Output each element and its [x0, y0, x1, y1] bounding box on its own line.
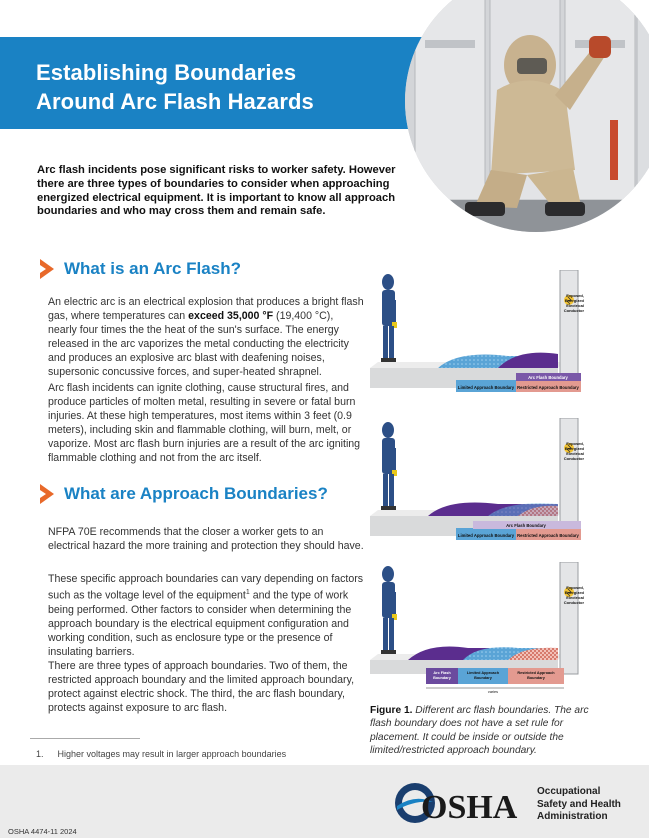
conductor-label: Exposed,: [566, 585, 584, 590]
limited-boundary-label: Limited Approach Boundary: [457, 385, 515, 390]
conductor-label: Electrical: [566, 451, 584, 456]
boundary-diagram-svg: [368, 418, 586, 558]
section-title: What are Approach Boundaries?: [64, 484, 328, 503]
approach-paragraph-2: These specific approach boundaries can vary depending on factors such as the voltage level of the equipment$^1$ and the type of work being performed. Other factors to consider when determining the approach boundary is the electrical equipment configuration and working condition, such as enclosure type or the presence of insulating barriers.: [48, 573, 364, 658]
arc-flash-paragraph-2: Arc flash incidents can ignite clothing, cause structural fires, and produce particles of molten metal, resulting in severe or fatal burn injuries. At these high temperatures, most items within 3 feet (0.9 meters), including skin and flammable clothing, will burn, melt, or vaporize. Most arc flash burn injuries are a result of the arc igniting flammable clothing and not from the arc itself.: [48, 382, 361, 465]
boundary-diagram-1: [368, 270, 586, 410]
document-id: OSHA 4474-11 2024: [8, 827, 77, 836]
section-heading-arc-flash: [40, 259, 241, 279]
worker-photo-illustration: [405, 0, 649, 232]
approach-paragraph-1: NFPA 70E recommends that the closer a worker gets to an electrical hazard the more training and protection they should have.: [48, 526, 364, 553]
conductor-label: Conductor: [563, 600, 584, 605]
restricted-boundary-label: Restricted Approach Boundary: [517, 533, 579, 538]
conductor-label: Electrical: [566, 595, 584, 600]
conductor-label: Exposed,: [566, 293, 584, 298]
arc-flash-boundary-label: Boundary: [433, 676, 451, 680]
conductor-label: Conductor: [563, 456, 584, 461]
chevron-right-icon: [40, 259, 54, 279]
arc-flash-paragraph-1: An electric arc is an electrical explosion that produces a bright flash gas, where temperatures can exceed 35,000 °F (19,400 °C), nearly four times the the heat of the sun's surface. The energy released in the arc vaporizes the metal conducting the electricity and produces an explosive arc blast with deafening noises, supersonic concussive forces, and super-heated shrapnel.: [48, 296, 364, 379]
section-heading-approach-boundaries: [40, 484, 328, 504]
footnote: 1. Higher voltages may result in larger approach boundaries: [36, 749, 287, 759]
restricted-boundary-label: Boundary: [527, 676, 545, 680]
page-title: Establishing Boundaries Around Arc Flash Hazards: [36, 60, 314, 114]
limited-boundary-label: Boundary: [474, 676, 492, 680]
restricted-boundary-label: Restricted Approach Boundary: [517, 385, 579, 390]
boundary-diagram-svg: [368, 562, 586, 702]
limited-boundary-label: Limited Approach: [466, 671, 500, 675]
conductor-label: Energized: [564, 590, 584, 595]
footnote-divider: [30, 738, 140, 739]
osha-wordmark: OSHA: [421, 789, 518, 826]
conductor-label: Exposed,: [566, 441, 584, 446]
arc-flash-boundary-label: Arc Flash Boundary: [528, 375, 568, 380]
osha-logo: [393, 780, 535, 826]
limited-boundary-label: Limited Approach Boundary: [457, 533, 515, 538]
conductor-label: Energized: [564, 446, 584, 451]
boundary-diagram-2: [368, 418, 586, 558]
varies-label: varies: [487, 690, 499, 694]
arc-flash-boundary-label: Arc Flash Boundary: [506, 523, 546, 528]
chevron-right-icon: [40, 484, 54, 504]
section-title: What is an Arc Flash?: [64, 259, 241, 278]
agency-name: Occupational Safety and Health Administration: [537, 786, 621, 822]
restricted-boundary-label: Restricted Approach: [517, 671, 555, 675]
conductor-label: Energized: [564, 298, 584, 303]
conductor-label: Conductor: [563, 308, 584, 313]
arc-flash-boundary-label: Arc Flash: [433, 671, 451, 675]
boundary-diagram-3: [368, 562, 586, 702]
arc-flash-suit-worker-photo: [405, 0, 649, 232]
conductor-label: Electrical: [566, 303, 584, 308]
approach-paragraph-3: There are three types of approach boundaries. Two of them, the restricted approach boundary and the limited approach boundary, protect against electric shock. The third, the arc flash boundary, protects against exposure to arc flash.: [48, 660, 355, 715]
figure-caption: Figure 1. Different arc flash boundaries. The arc flash boundary does not have a set rule for placement. It could be inside or outside the limited/restricted approach boundary.: [370, 705, 589, 756]
intro-paragraph: Arc flash incidents pose significant risks to worker safety. However there are three types of boundaries to consider when approaching energized electrical equipment. It is important to know all approach boundaries and who may cross them and remain safe.: [37, 164, 396, 218]
boundary-diagram-svg: [368, 270, 586, 410]
